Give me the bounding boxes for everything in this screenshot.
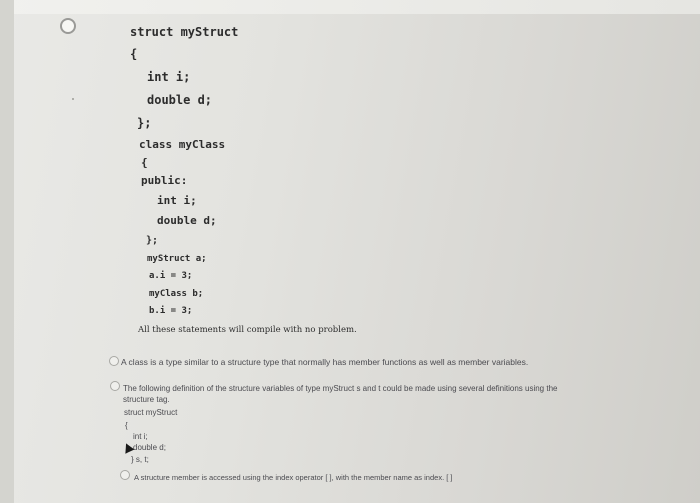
code-line-a-i-assign: a.i = 3; <box>149 271 193 281</box>
option-c-text-line2: structure tag. <box>123 395 170 404</box>
option-c-code-struct-decl: struct myStruct <box>124 408 178 417</box>
option-b-text: A class is a type similar to a structure type that normally has member functions as well as member variables. <box>121 357 529 367</box>
code-line-class-open-brace: { <box>141 156 148 169</box>
code-line-public: public: <box>141 174 188 187</box>
code-line-b-i-assign: b.i = 3; <box>149 306 193 316</box>
code-line-mystruct-a: myStruct a; <box>147 254 207 264</box>
code-line-class-close-brace: }; <box>146 235 159 246</box>
code-line-close-brace: }; <box>137 116 152 130</box>
code-line-int-i: int i; <box>147 70 191 84</box>
window-top-edge <box>0 0 700 14</box>
radio-option-d[interactable] <box>120 470 130 480</box>
option-c-code-close: } s, t; <box>131 455 149 464</box>
code-line-class-double-d: double d; <box>157 214 217 227</box>
code-line-class-decl: class myClass <box>139 138 226 151</box>
option-c-text-line1: The following definition of the structure variables of type myStruct s and t could be made using several definitions using the <box>123 384 558 393</box>
window-left-edge <box>0 0 14 503</box>
option-c-code-open-brace: { <box>125 421 128 430</box>
radio-option-a[interactable] <box>60 18 76 34</box>
option-c-code-double-d: double d; <box>133 443 166 452</box>
code-line-open-brace: { <box>130 47 138 61</box>
option-c-code-int-i: int i; <box>133 432 148 441</box>
radio-option-b[interactable] <box>109 356 119 366</box>
code-line-double-d: double d; <box>147 93 213 107</box>
code-line-struct-decl: struct myStruct <box>130 25 239 39</box>
screen-speck <box>72 98 74 100</box>
option-d-text: A structure member is accessed using the index operator [ ], with the member name as index. [ ] <box>134 473 453 482</box>
code-line-myclass-b: myClass b; <box>149 289 204 299</box>
option-a-caption: All these statements will compile with no problem. <box>138 325 357 335</box>
code-line-class-int-i: int i; <box>157 194 197 207</box>
radio-option-c[interactable] <box>110 381 120 391</box>
